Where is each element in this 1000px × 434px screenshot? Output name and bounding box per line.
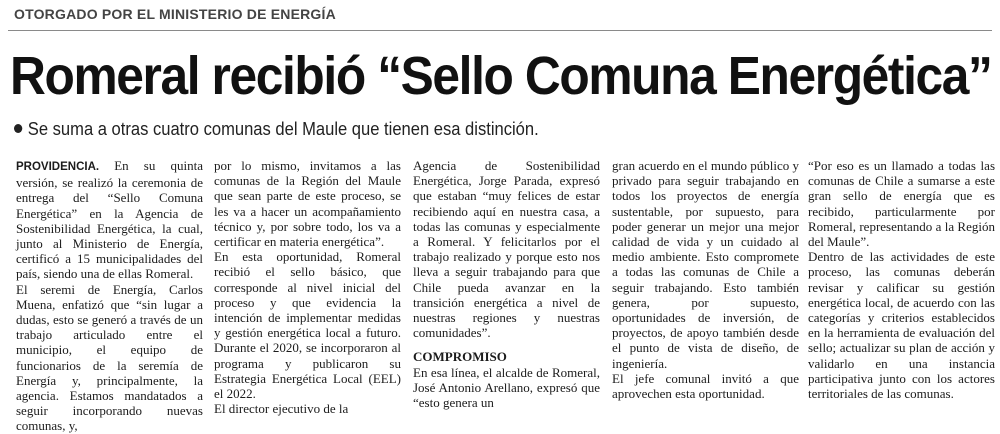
article-paragraph: “Por eso es un llamado a todas las comunas de Chile a sumarse a este gran sello de energía que es recibido, particularmente por Romeral, representando a la Región del Maule”. (808, 158, 995, 250)
article-paragraph: por lo mismo, invitamos a las comunas de la Región del Maule que sean parte de este proceso, se les va a hacer un acompañamiento técnico y, por sobre todo, los va a certificar en materia energética”. (214, 158, 401, 250)
article-paragraph: El seremi de Energía, Carlos Muena, enfatizó que “sin lugar a dudas, esto se generó a través de un trabajo articulado entre el municipio, el equipo de funcionarios de la seremía de Energía y, principalmente, la agencia. Estamos mandatados a seguir incorporando nuevas comunas, y, (16, 281, 203, 434)
article-paragraph: gran acuerdo en el mundo público y privado para seguir trabajando en todos los proyectos de energía sustentable, por supuesto, para poder generar un mejor una mejor calidad de vida y un cuidado al medio ambiente. Esto compromete a todas las comunas de Chile a seguir trabajando. Esto también genera, por supuesto, oportunidades de inversión, de proyectos, de apoyo también desde el punto de vista de diseño, de ingeniería. (612, 158, 799, 371)
bullet-icon (14, 124, 22, 133)
article-column-1 (16, 158, 203, 434)
headline: Romeral recibió “Sello Comuna Energética” (10, 46, 992, 106)
article-paragraph: Dentro de las actividades de este proceso, las comunas deberán revisar y calificar su gestión energética local, de acuerdo con las categorías y criterios establecidos en la herramienta de evaluación del sello; actualizar su plan de acción y validarlo en una instancia participativa junto con los actores territoriales de las comunas. (808, 249, 995, 402)
article-paragraph: Agencia de Sostenibilidad Energética, Jorge Parada, expresó que estaban “muy felices de estar recibiendo aquí en nuestra casa, a todas las comunas y especialmente a Romeral. Y felicitarlos por el trabajo realizado y porque esto nos lleva a seguir trabajando para que Chile pueda avanzar en la transición energética a nivel de nuestras regiones y nuestras comunidades”. (413, 158, 600, 341)
article-paragraph: En esa línea, el alcalde de Romeral, José Antonio Arellano, expresó que “esto genera un (413, 364, 600, 411)
article-paragraph: En esta oportunidad, Romeral recibió el sello básico, que corresponde al nivel inicial del proceso y que evidencia la intención de implementar medidas y gestión energética local a futuro. Durante el 2020, se incorporaron al programa y publicaron su Estrategia Energética Local (EEL) el 2022. (214, 249, 401, 402)
article-paragraph: El jefe comunal invitó a que aprovechen esta oportunidad. (612, 370, 799, 402)
article-paragraph (16, 158, 203, 282)
subhead: COMPROMISO (413, 349, 507, 365)
article-column-3 (413, 158, 600, 410)
article-column-4 (612, 158, 799, 401)
section-kicker: OTORGADO POR EL MINISTERIO DE ENERGÍA (14, 6, 336, 22)
article-paragraph: El director ejecutivo de la (214, 401, 349, 417)
paragraph-text: En su quinta versión, se realizó la ceremonia de entrega del “Sello Comuna Energética” en la Agencia de Sostenibilidad Energética, la cual, junto al Ministerio de Energía, certificó a 15 municipalidades del país, siendo una de ellas Romeral. (16, 158, 203, 282)
dateline: PROVIDENCIA. (16, 161, 100, 173)
article-column-2 (214, 158, 401, 416)
subheadline (14, 119, 539, 140)
subheadline-text: Se suma a otras cuatro comunas del Maule que tienen esa distinción. (27, 119, 539, 139)
article-column-5 (808, 158, 995, 401)
header-divider (8, 30, 992, 31)
